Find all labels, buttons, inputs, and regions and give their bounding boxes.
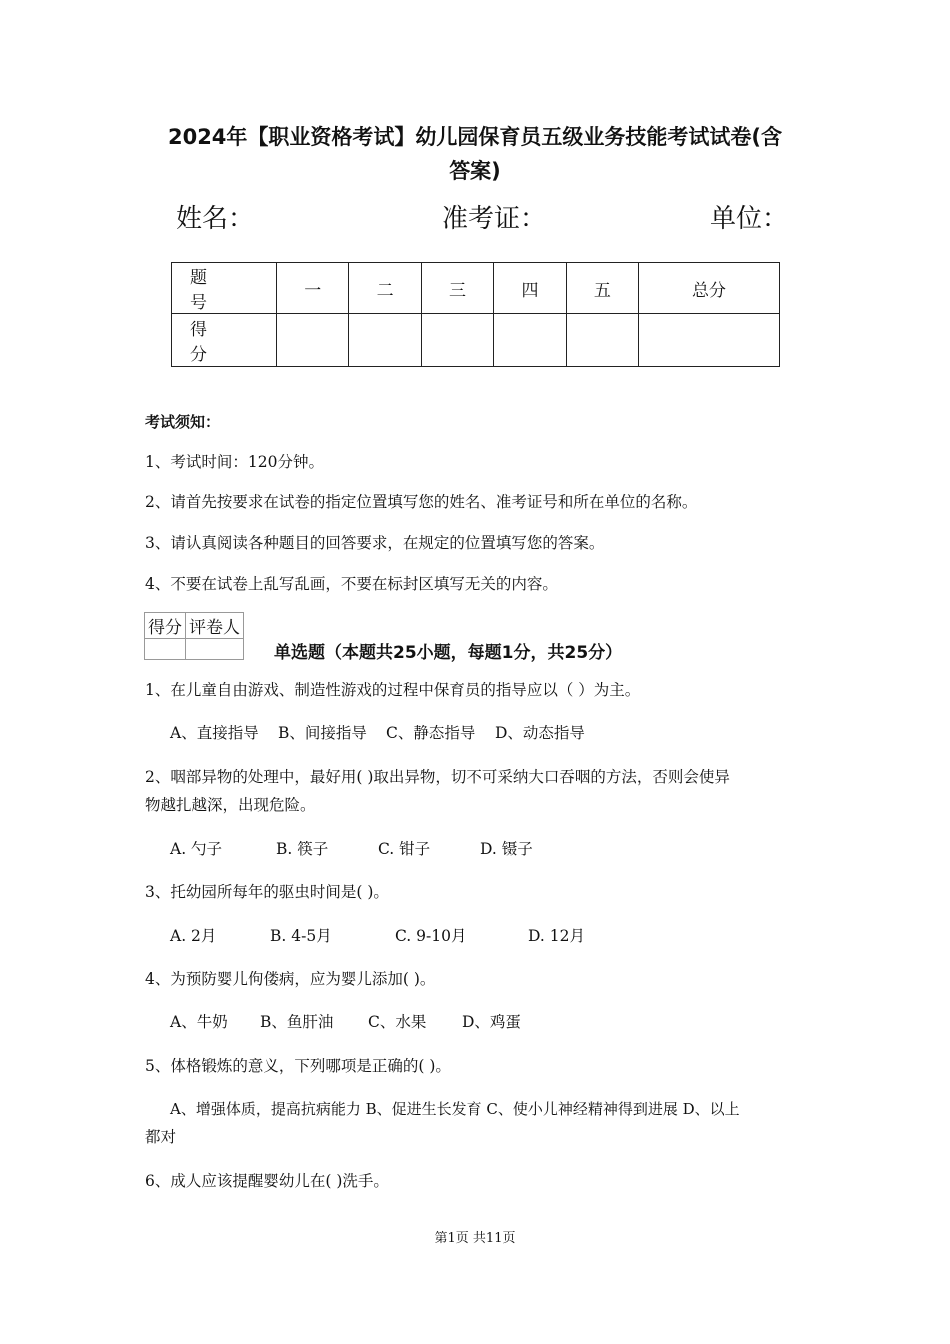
q4-option-a: A、牛奶	[170, 1013, 228, 1031]
q2-option-c: C. 钳子	[378, 840, 431, 858]
q1-option-a: A、直接指导	[170, 724, 259, 742]
section-5-header: 五	[566, 263, 638, 314]
section-3-header: 三	[421, 263, 493, 314]
score-cell	[639, 314, 780, 367]
q3-option-b: B. 4-5月	[270, 927, 332, 945]
score-table-score-row	[172, 314, 780, 367]
document-title	[140, 120, 810, 188]
section-2-header: 二	[349, 263, 421, 314]
q4-option-d: D、鸡蛋	[462, 1013, 521, 1031]
q3-option-d: D. 12月	[528, 927, 585, 945]
q3-option-a: A. 2月	[170, 927, 217, 945]
grader-reviewer-label: 评卷人	[186, 613, 244, 639]
score-cell	[349, 314, 421, 367]
grader-score-label: 得分	[145, 613, 186, 639]
section-1-header: 一	[277, 263, 349, 314]
total-header: 总分	[639, 263, 780, 314]
section-title: 单选题（本题共25小题，每题1分，共25分）	[274, 643, 623, 663]
unit-label: 单位：	[710, 204, 789, 234]
q2-option-b: B. 筷子	[276, 840, 329, 858]
score-label: 得 分	[172, 314, 277, 367]
q1-option-b: B、间接指导	[278, 724, 367, 742]
score-table	[171, 262, 780, 367]
score-table-header-row	[172, 263, 780, 314]
question-1: 1、在儿童自由游戏、制造性游戏的过程中保育员的指导应以（ ）为主。	[145, 681, 641, 699]
score-cell	[494, 314, 566, 367]
notice-item: 2、请首先按要求在试卷的指定位置填写您的姓名、准考证号和所在单位的名称。	[145, 493, 698, 511]
grader-box	[144, 612, 244, 660]
q1-option-c: C、静态指导	[386, 724, 476, 742]
q2-option-d: D. 镊子	[480, 840, 533, 858]
title-line-2: 答案)	[449, 159, 501, 183]
q1-option-d: D、动态指导	[495, 724, 585, 742]
question-6: 6、成人应该提醒婴幼儿在( )洗手。	[145, 1172, 389, 1190]
question-number-label: 题 号	[172, 263, 277, 314]
question-5: 5、体格锻炼的意义，下列哪项是正确的( )。	[145, 1057, 451, 1075]
q5-options: A、增强体质，提高抗病能力 B、促进生长发育 C、使小儿神经精神得到进展 D、以上	[170, 1100, 740, 1118]
title-line-1: 2024年【职业资格考试】幼儿园保育员五级业务技能考试试卷(含	[167, 125, 783, 149]
question-4: 4、为预防婴儿佝偻病，应为婴儿添加( )。	[145, 970, 436, 988]
q5-options-continued: 都对	[145, 1128, 177, 1146]
score-cell	[421, 314, 493, 367]
page-footer: 第1页 共11页	[434, 1231, 516, 1246]
notice-item: 3、请认真阅读各种题目的回答要求，在规定的位置填写您的答案。	[145, 534, 605, 552]
exam-id-label: 准考证：	[442, 204, 547, 234]
notice-heading: 考试须知：	[145, 413, 221, 431]
score-cell	[566, 314, 638, 367]
name-label: 姓名：	[176, 204, 255, 234]
section-4-header: 四	[494, 263, 566, 314]
score-cell	[277, 314, 349, 367]
notice-item: 4、不要在试卷上乱写乱画，不要在标封区填写无关的内容。	[145, 575, 558, 593]
q2-option-a: A. 勺子	[170, 840, 223, 858]
q3-option-c: C. 9-10月	[395, 927, 467, 945]
grader-score-cell	[145, 639, 186, 660]
question-2-line-1: 2、咽部异物的处理中，最好用( )取出异物，切不可采纳大口吞咽的方法，否则会使异	[145, 768, 730, 786]
q4-option-b: B、鱼肝油	[260, 1013, 334, 1031]
question-3: 3、托幼园所每年的驱虫时间是( )。	[145, 883, 389, 901]
notice-item: 1、考试时间：120分钟。	[145, 453, 324, 471]
q4-option-c: C、水果	[368, 1013, 427, 1031]
question-2-line-2: 物越扎越深，出现危险。	[145, 796, 316, 814]
grader-reviewer-cell	[186, 639, 244, 660]
